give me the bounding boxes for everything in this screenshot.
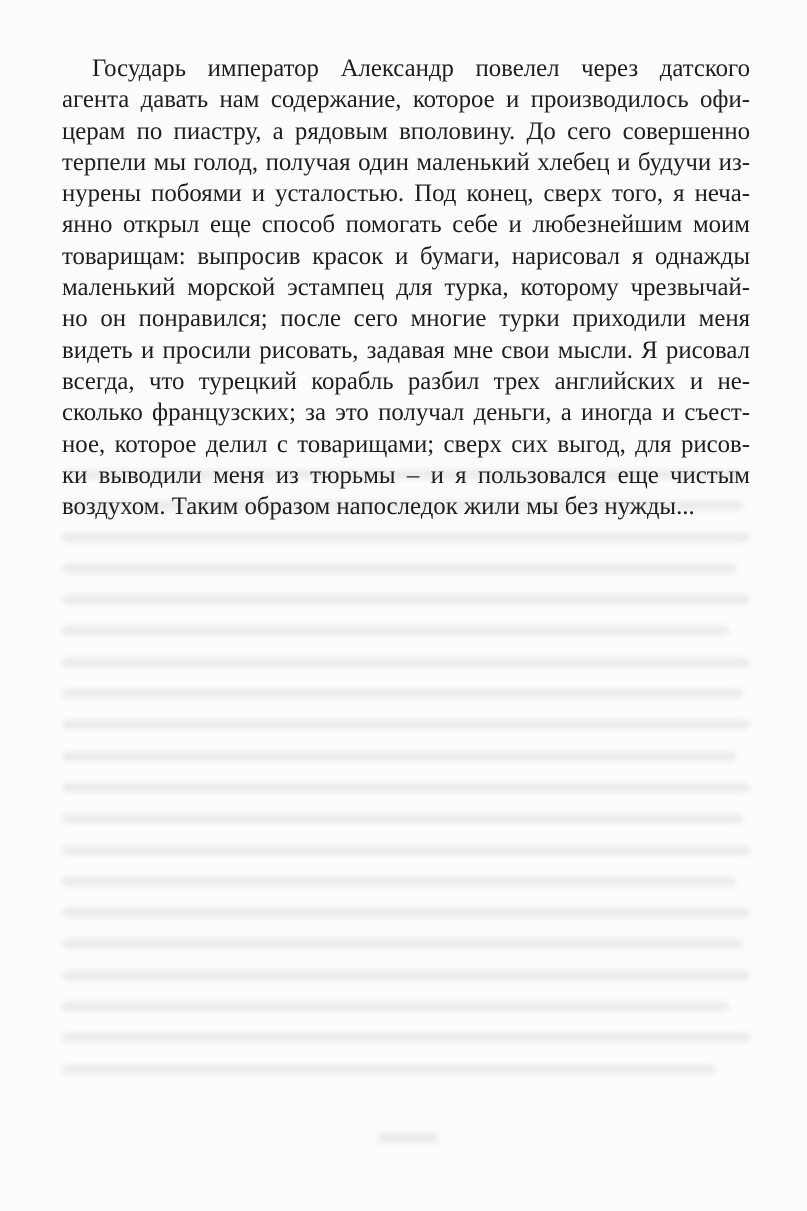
text-line: но он понравился; после сего многие турки приходили меня	[62, 305, 750, 333]
text-line: сколько французских; за это получал деньги, а иногда и съест-	[62, 399, 750, 427]
text-line: ное, которое делил с товарищами; сверх сих выгод, для рисов-	[62, 430, 750, 458]
text-line: терпели мы голод, получая один маленький хлебец и будучи из-	[62, 148, 750, 176]
text-line: янно открыл еще способ помогать себе и любезнейшим моим	[62, 211, 750, 239]
text-line: Государь император Александр повелел через датского	[92, 55, 750, 82]
text-line: агента давать нам содержание, которое и производилось офи-	[62, 86, 750, 114]
text-line: видеть и просили рисовать, задавая мне свои мысли. Я рисовал	[62, 336, 750, 364]
text-line: воздухом. Таким образом напоследок жили мы без нужды...	[62, 493, 695, 521]
bleed-through-folio	[378, 1133, 438, 1143]
text-line: церам по пиастру, а рядовым вполовину. До сего совершенно	[62, 117, 750, 145]
text-line: маленький морской эстампец для турка, которому чрезвычай-	[62, 274, 750, 302]
bleed-through-text	[62, 470, 750, 1096]
text-line: товарищам: выпросив красок и бумаги, нарисовал я однажды	[62, 242, 750, 270]
text-line: всегда, что турецкий корабль разбил трех английских и не-	[62, 367, 750, 395]
body-paragraph	[62, 53, 750, 522]
text-line: ки выводили меня из тюрьмы – и я пользовался еще чистым	[62, 461, 750, 489]
text-line: нурены побоями и усталостью. Под конец, сверх того, я неча-	[62, 180, 750, 208]
